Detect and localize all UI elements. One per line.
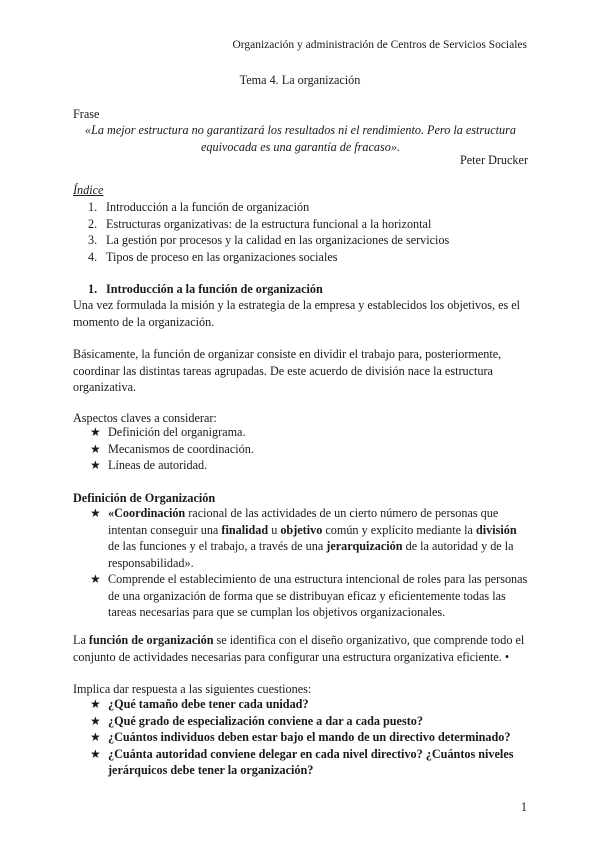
question-text: ¿Cuántos individuos deben estar bajo el mando de un directivo determinado? xyxy=(108,730,511,744)
index-item-number: 3. xyxy=(88,233,98,247)
star-icon: ★ xyxy=(90,506,101,520)
aspects-list xyxy=(90,424,530,474)
list-item xyxy=(90,424,530,441)
index-item xyxy=(88,199,538,216)
list-item xyxy=(90,441,530,458)
list-item xyxy=(90,729,530,746)
index-item-text: Introducción a la función de organización xyxy=(106,200,310,214)
text: u xyxy=(268,522,281,537)
list-item xyxy=(90,746,530,779)
question-text: ¿Qué grado de especialización conviene a dar a cada puesto? xyxy=(108,713,423,728)
questions-list xyxy=(90,696,530,779)
list-item-text: Definición del organigrama. xyxy=(108,425,246,439)
star-icon: ★ xyxy=(90,746,101,761)
question-text: ¿Qué tamaño debe tener cada unidad? xyxy=(108,697,309,711)
aspects-intro: Aspectos claves a considerar: xyxy=(73,411,217,425)
keyword: división xyxy=(475,522,517,537)
list-item xyxy=(90,505,530,571)
star-icon: ★ xyxy=(90,458,101,472)
page-number: 1 xyxy=(520,800,527,814)
list-item xyxy=(90,713,530,730)
index-item-number: 4. xyxy=(88,249,98,264)
list-item-text: Mecanismos de coordinación. xyxy=(108,441,254,456)
list-item xyxy=(90,696,530,713)
question-text: ¿Cuánta autoridad conviene delegar en cada nivel directivo? ¿Cuántos niveles jerárquicos debe tener la organización? xyxy=(108,746,514,777)
list-item-text: Comprende el establecimiento de una estructura intencional de roles para las personas de una organización de forma que se distribuyan eficaz y eficientemente todas las tareas necesarias para que se cumplan los objetivos organizacionales. xyxy=(108,572,528,619)
paragraph-organization-function xyxy=(73,632,528,665)
keyword: Coordinación xyxy=(114,506,186,520)
quote: «La mejor estructura no garantizará los resultados ni el rendimiento. Pero la estructura equivocada es una garantía de fracaso». xyxy=(85,123,516,154)
running-header: Organización y administración de Centros de Servicios Sociales xyxy=(232,39,527,51)
keyword: jerarquización xyxy=(326,539,403,553)
frase-label: Frase xyxy=(73,107,100,121)
quote-author: Peter Drucker xyxy=(459,153,528,167)
section-number: 1. xyxy=(88,282,98,296)
section-1-heading xyxy=(88,281,323,298)
definition-list xyxy=(90,505,530,621)
index-item xyxy=(88,232,538,249)
keyword: finalidad xyxy=(221,522,269,537)
star-icon: ★ xyxy=(90,572,101,586)
index-title: Índice xyxy=(73,183,104,197)
list-item xyxy=(90,571,530,621)
index-item xyxy=(88,216,538,233)
implica-intro: Implica dar respuesta a las siguientes cuestiones: xyxy=(73,682,312,696)
index-item-number: 2. xyxy=(88,216,98,231)
definition-text xyxy=(108,506,517,570)
index-item-number: 1. xyxy=(88,200,98,214)
keyword: función de organización xyxy=(88,633,214,647)
text: de las funciones y el trabajo, a través de una xyxy=(108,539,327,553)
paragraph-function: Básicamente, la función de organizar consiste en dividir el trabajo para, posteriormente, coordinar las distintas tareas agrupadas. De este acuerdo de división nace la estructura organizativa. xyxy=(73,347,502,394)
index-item-text: La gestión por procesos y la calidad en las organizaciones de servicios xyxy=(106,233,450,247)
index-item-text: Estructuras organizativas: de la estructura funcional a la horizontal xyxy=(106,216,432,231)
keyword: objetivo xyxy=(280,522,323,537)
topic-title: Tema 4. La organización xyxy=(239,73,361,87)
star-icon: ★ xyxy=(90,713,101,728)
list-item-text: Líneas de autoridad. xyxy=(108,458,208,472)
star-icon: ★ xyxy=(90,441,101,456)
text: de la autoridad y de la responsabilidad». xyxy=(108,539,514,570)
star-icon: ★ xyxy=(90,425,101,439)
quote-mark: « xyxy=(108,506,115,520)
text: común y explícito mediante la xyxy=(322,522,476,537)
index-list xyxy=(88,199,538,265)
text: se identifica con el diseño organizativo, que comprende todo el conjunto de actividades necesarias para configurar una estructura organizativa eficiente. • xyxy=(73,633,525,664)
section-title: Introducción a la función de organización xyxy=(106,282,323,296)
star-icon: ★ xyxy=(90,730,101,744)
list-item xyxy=(90,457,530,474)
paragraph-mission: Una vez formulada la misión y la estrategia de la empresa y establecidos los objetivos, es el momento de la organización. xyxy=(73,298,521,329)
text: racional de las actividades de un cierto número de personas que intentan conseguir una xyxy=(108,506,499,537)
definition-title: Definición de Organización xyxy=(73,491,216,505)
text: La xyxy=(73,633,89,647)
star-icon: ★ xyxy=(90,697,101,711)
index-item-text: Tipos de proceso en las organizaciones sociales xyxy=(106,249,338,264)
index-item xyxy=(88,249,538,266)
